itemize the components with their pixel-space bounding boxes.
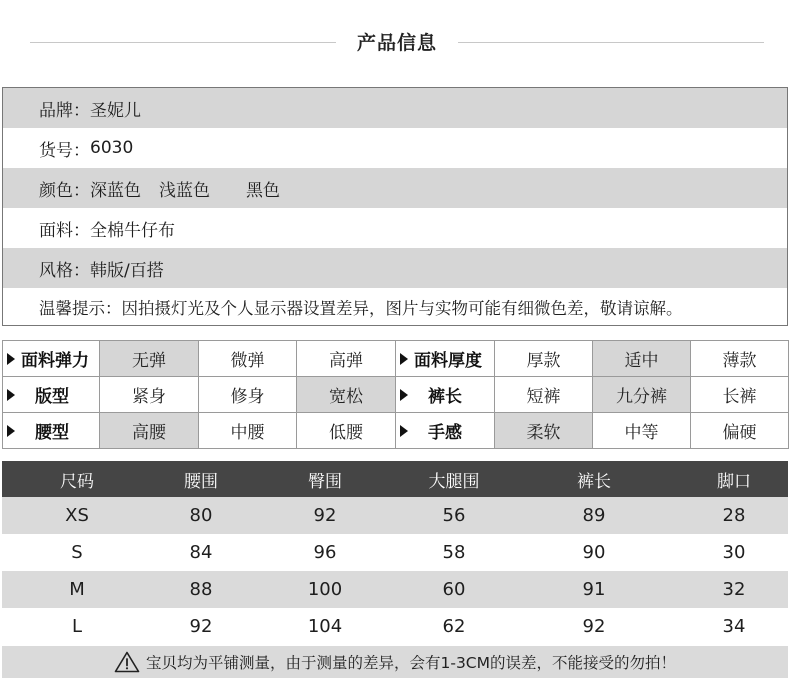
attr-label-feel: 手感 xyxy=(396,413,495,449)
table-row xyxy=(2,534,788,571)
size-table xyxy=(2,461,788,645)
attr-label-length: 裤长 xyxy=(396,377,495,413)
attr-option: 高弹 xyxy=(297,341,396,377)
table-cell: 34 xyxy=(722,616,746,637)
notice-text: 温馨提示：因拍摄灯光及个人显示器设置差异，图片与实物可能有细微色差，敬请谅解。 xyxy=(39,298,683,318)
item-number-row xyxy=(3,128,787,168)
attr-option-selected: 无弹 xyxy=(100,341,199,377)
table-cell: 28 xyxy=(680,497,788,534)
column-header: 脚口 xyxy=(680,461,788,497)
table-cell: S xyxy=(71,542,83,563)
table-cell: 58 xyxy=(442,542,466,563)
style-label: 风格： xyxy=(39,260,90,281)
triangle-icon xyxy=(7,389,15,401)
table-cell: 96 xyxy=(313,542,337,563)
attr-option: 中腰 xyxy=(199,413,297,449)
table-row xyxy=(2,497,788,534)
table-row xyxy=(2,571,788,608)
color-option: 黑色 xyxy=(246,180,280,201)
attribute-row xyxy=(3,413,789,449)
product-info-box xyxy=(2,87,788,326)
column-header: 大腿围 xyxy=(400,461,508,497)
column-header: 尺码 xyxy=(2,461,152,497)
triangle-icon xyxy=(400,353,408,365)
table-cell: 92 xyxy=(189,616,213,637)
header-divider-left xyxy=(30,42,336,43)
table-cell: 90 xyxy=(582,542,606,563)
column-header: 臀围 xyxy=(250,461,400,497)
attr-option: 偏硬 xyxy=(691,413,789,449)
table-cell: 89 xyxy=(508,497,680,534)
attr-option-selected: 宽松 xyxy=(297,377,396,413)
color-option: 浅蓝色 xyxy=(159,180,210,201)
attr-option: 厚款 xyxy=(495,341,593,377)
attr-label-waist: 腰型 xyxy=(3,413,100,449)
attr-option: 修身 xyxy=(199,377,297,413)
brand-value: 圣妮儿 xyxy=(90,100,141,121)
section-title: 产品信息 xyxy=(356,32,437,54)
triangle-icon xyxy=(7,353,15,365)
attribute-row xyxy=(3,377,789,413)
table-cell: 56 xyxy=(400,497,508,534)
attr-option: 低腰 xyxy=(297,413,396,449)
column-header: 裤长 xyxy=(508,461,680,497)
table-cell: 104 xyxy=(307,616,343,637)
measurement-notice xyxy=(2,646,788,678)
color-label: 颜色： xyxy=(39,180,90,201)
table-cell: 92 xyxy=(582,616,606,637)
attr-label-fit: 版型 xyxy=(3,377,100,413)
attr-option: 微弹 xyxy=(199,341,297,377)
color-option: 深蓝色 xyxy=(90,180,141,201)
attr-option-selected: 九分裤 xyxy=(593,377,691,413)
fabric-row xyxy=(3,208,787,248)
triangle-icon xyxy=(7,425,15,437)
table-cell: M xyxy=(2,571,152,608)
color-row xyxy=(3,168,787,208)
triangle-icon xyxy=(400,389,408,401)
column-header: 腰围 xyxy=(152,461,250,497)
brand-label: 品牌： xyxy=(39,100,90,121)
table-cell: 80 xyxy=(152,497,250,534)
table-cell: L xyxy=(71,616,83,637)
attr-option: 短裤 xyxy=(495,377,593,413)
brand-row xyxy=(3,88,787,128)
header-divider-right xyxy=(458,42,764,43)
size-table-header xyxy=(2,461,788,497)
table-cell: 62 xyxy=(442,616,466,637)
attribute-row xyxy=(3,341,789,377)
fabric-label: 面料： xyxy=(39,220,90,241)
style-value: 韩版/百搭 xyxy=(90,260,164,281)
attr-label-elasticity: 面料弹力 xyxy=(3,341,100,377)
section-header xyxy=(0,22,790,62)
table-cell: 60 xyxy=(400,571,508,608)
attribute-table xyxy=(2,340,789,449)
measurement-notice-text: 宝贝均为平铺测量，由于测量的差异，会有1-3CM的误差，不能接受的勿拍！ xyxy=(145,654,676,672)
table-cell: 30 xyxy=(722,542,746,563)
table-row xyxy=(2,608,788,645)
table-cell: 84 xyxy=(189,542,213,563)
attr-option: 薄款 xyxy=(691,341,789,377)
attr-option: 紧身 xyxy=(100,377,199,413)
table-cell: XS xyxy=(2,497,152,534)
attr-option-selected: 适中 xyxy=(593,341,691,377)
attr-label-thickness: 面料厚度 xyxy=(396,341,495,377)
attr-option-selected: 柔软 xyxy=(495,413,593,449)
attr-option: 中等 xyxy=(593,413,691,449)
table-cell: 100 xyxy=(250,571,400,608)
triangle-icon xyxy=(400,425,408,437)
warning-icon xyxy=(114,651,140,673)
table-cell: 91 xyxy=(508,571,680,608)
fabric-value: 全棉牛仔布 xyxy=(90,220,175,241)
attr-option: 长裤 xyxy=(691,377,789,413)
style-row xyxy=(3,248,787,288)
table-cell: 32 xyxy=(680,571,788,608)
item-number-label: 货号： xyxy=(39,140,90,161)
item-number-value: 6030 xyxy=(90,138,134,158)
table-cell: 88 xyxy=(152,571,250,608)
table-cell: 92 xyxy=(250,497,400,534)
attr-option-selected: 高腰 xyxy=(100,413,199,449)
notice-row xyxy=(3,288,787,325)
